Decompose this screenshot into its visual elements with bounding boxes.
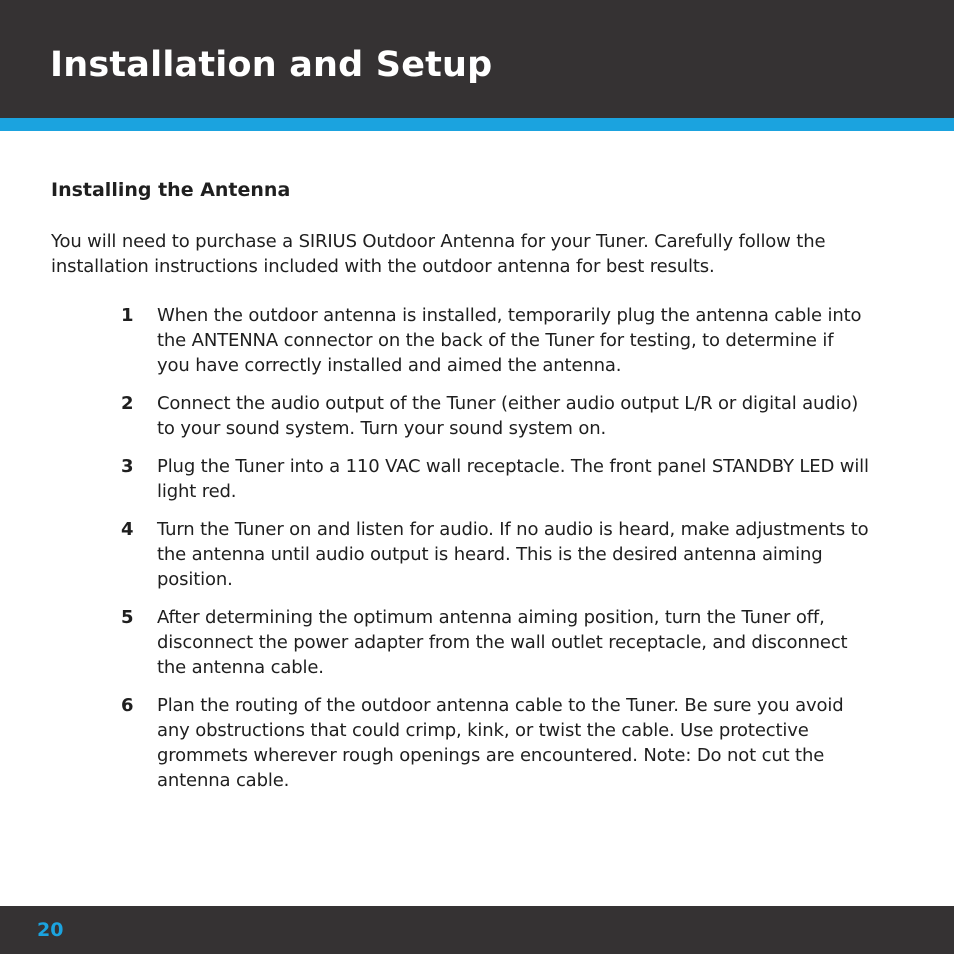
step-text: Plug the Tuner into a 110 VAC wall receptacle. The front panel STANDBY LED will light red. xyxy=(157,456,869,502)
step-item xyxy=(51,391,881,441)
step-number: 5 xyxy=(121,607,134,628)
section-heading: Installing the Antenna xyxy=(51,179,291,201)
step-number: 1 xyxy=(121,305,134,326)
steps-list xyxy=(51,303,881,793)
step-text: Plan the routing of the outdoor antenna cable to the Tuner. Be sure you avoid any obstructions that could crimp, kink, or twist the cable. Use protective grommets wherever rough openings are encountered. Note: Do not cut the antenna cable. xyxy=(157,695,844,791)
page-header xyxy=(0,0,954,118)
step-item xyxy=(51,517,881,592)
step-item xyxy=(51,303,881,378)
main-content xyxy=(51,176,881,806)
step-text: Turn the Tuner on and listen for audio. If no audio is heard, make adjustments to the antenna until audio output is heard. This is the desired antenna aiming position. xyxy=(157,519,869,590)
page-footer xyxy=(0,906,954,954)
step-text: After determining the optimum antenna aiming position, turn the Tuner off, disconnect the power adapter from the wall outlet receptacle, and disconnect the antenna cable. xyxy=(157,607,848,678)
step-item xyxy=(51,454,881,504)
accent-bar xyxy=(0,118,954,131)
step-number: 4 xyxy=(121,519,134,540)
step-number: 2 xyxy=(121,393,134,414)
step-text: Connect the audio output of the Tuner (either audio output L/R or digital audio) to your sound system. Turn your sound system on. xyxy=(157,393,859,439)
step-item xyxy=(51,693,881,793)
step-number: 3 xyxy=(121,456,134,477)
page-title: Installation and Setup xyxy=(50,45,493,85)
step-text: When the outdoor antenna is installed, temporarily plug the antenna cable into the ANTENNA connector on the back of the Tuner for testing, to determine if you have correctly installed and aimed the antenna. xyxy=(157,305,862,376)
step-item xyxy=(51,605,881,680)
page-number: 20 xyxy=(37,919,64,941)
step-number: 6 xyxy=(121,695,134,716)
intro-paragraph: You will need to purchase a SIRIUS Outdoor Antenna for your Tuner. Carefully follow the installation instructions included with the outdoor antenna for best results. xyxy=(51,231,826,277)
